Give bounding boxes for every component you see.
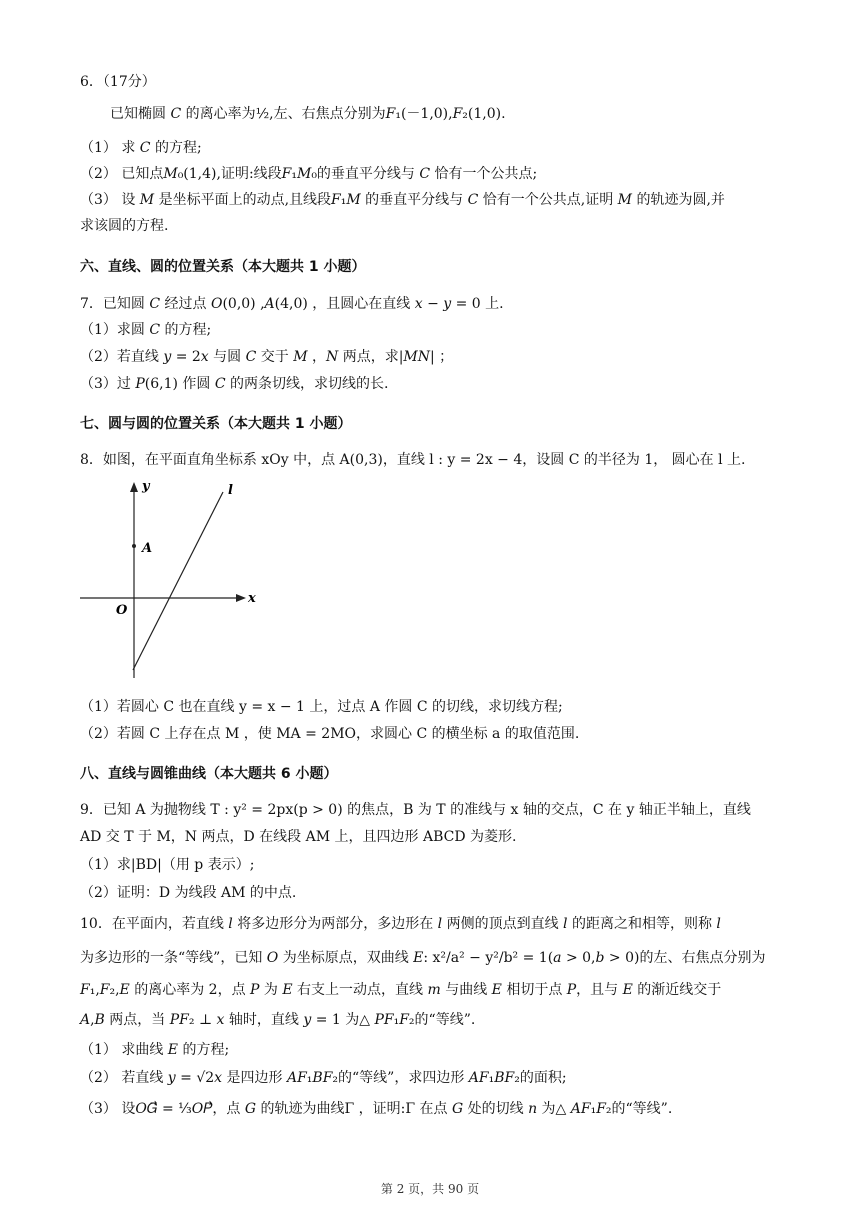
x-axis-arrow-icon [236,594,246,602]
q8-coordinate-figure [80,478,270,688]
q8-part1: （1）若圆心 C 也在直线 y = x − 1 上，过点 A 作圆 C 的切线，求切线方程; [80,699,563,715]
q6-part2: （2） 已知点𝑀₀(1,4),证明:线段𝐹₁𝑀₀的垂直平分线与 𝐶 恰有一个公共点; [80,166,538,182]
q10-stem-line3: 𝐹₁,𝐹₂,𝐸 的离心率为 2，点 𝑃 为 𝐸 右支上一动点，直线 𝑚 与曲线 𝐸 相切于点 𝑃，且与 𝐸 的渐近线交于 [80,982,722,998]
section-heading-8: 八、直线与圆锥曲线（本大题共 6 小题） [80,766,338,782]
q7-stem: 7．已知圆 𝐶 经过点 𝑂(0,0) ,𝐴(4,0) ，且圆心在直线 𝑥 − 𝑦 = 0 上. [80,296,504,312]
label-A: A [142,541,153,556]
q6-stem: 已知椭圆 𝐶 的离心率为½,左、右焦点分别为𝐹₁(－1,0),𝐹₂(1,0). [110,106,506,122]
q6-part1: （1） 求 𝐶 的方程; [80,140,202,156]
q6-part3-line2: 求该圆的方程. [80,218,169,234]
label-l: l [228,483,233,498]
section-heading-6: 六、直线、圆的位置关系（本大题共 1 小题） [80,259,366,275]
q10-part2: （2） 若直线 𝑦 = √2𝑥 是四边形 𝐴𝐹₁𝐵𝐹₂的“等线”，求四边形 𝐴𝐹₁𝐵𝐹₂的面积; [80,1070,567,1086]
q10-part3: （3） 设𝑂𝐺⃗ = ⅓𝑂𝑃⃗，点 𝐺 的轨迹为曲线Γ ，证明:Γ 在点 𝐺 处的切线 𝑛 为△ 𝐴𝐹₁𝐹₂的“等线”. [80,1101,673,1117]
q7-part1: （1）求圆 𝐶 的方程; [80,322,212,338]
line-l [133,492,223,670]
q10-stem-line2: 为多边形的一条“等线”，已知 𝑂 为坐标原点，双曲线 𝐸: x²/a² − y²/b² = 1(𝑎 > 0,𝑏 > 0)的左、右焦点分别为 [80,950,766,966]
page-footer: 第 2 页，共 90 页 [380,1182,480,1196]
q9-stem-line1: 9．已知 A 为抛物线 T : y² = 2px(p > 0) 的焦点，B 为 T 的准线与 x 轴的交点，C 在 y 轴正半轴上，直线 [80,802,751,818]
point-A [132,544,136,548]
q8-figure-svg [80,478,270,688]
label-x: x [248,591,256,606]
q9-part1: （1）求|BD|（用 p 表示）; [80,857,255,873]
q10-part1: （1） 求曲线 𝐸 的方程; [80,1042,230,1058]
q10-stem-line4: 𝐴,𝐵 两点，当 𝑃𝐹₂ ⊥ 𝑥 轴时，直线 𝑦 = 1 为△ 𝑃𝐹₁𝐹₂的“等线”. [80,1012,476,1028]
q7-part3: （3）过 𝑃(6,1) 作圆 𝐶 的两条切线，求切线的长. [80,376,389,392]
y-axis-arrow-icon [130,482,138,492]
q8-stem: 8．如图，在平面直角坐标系 xOy 中，点 A(0,3)，直线 l : y = 2x − 4，设圆 C 的半径为 1， 圆心在 l 上. [80,452,746,468]
label-y: y [142,479,150,494]
q9-stem-line2: AD 交 T 于 M，N 两点，D 在线段 AM 上，且四边形 ABCD 为菱形. [80,829,517,845]
label-O: O [116,603,128,618]
q7-part2: （2）若直线 𝑦 = 2𝑥 与圆 𝐶 交于 𝑀 ，𝑁 两点，求|𝑀𝑁| ； [80,349,454,365]
q10-stem-line1: 10．在平面内，若直线 𝑙 将多边形分为两部分，多边形在 𝑙 两侧的顶点到直线 𝑙 的距离之和相等，则称 𝑙 [80,916,721,932]
q8-part2: （2）若圆 C 上存在点 M ，使 MA = 2MO，求圆心 C 的横坐标 a 的取值范围. [80,726,580,742]
q9-part2: （2）证明：D 为线段 AM 的中点. [80,885,297,901]
section-heading-7: 七、圆与圆的位置关系（本大题共 1 小题） [80,416,352,432]
q6-header: 6．（17分） [80,74,156,90]
q6-part3-line1: （3） 设 𝑀 是坐标平面上的动点,且线段𝐹₁𝑀 的垂直平分线与 𝐶 恰有一个公共点,证明 𝑀 的轨迹为圆,并 [80,192,725,208]
